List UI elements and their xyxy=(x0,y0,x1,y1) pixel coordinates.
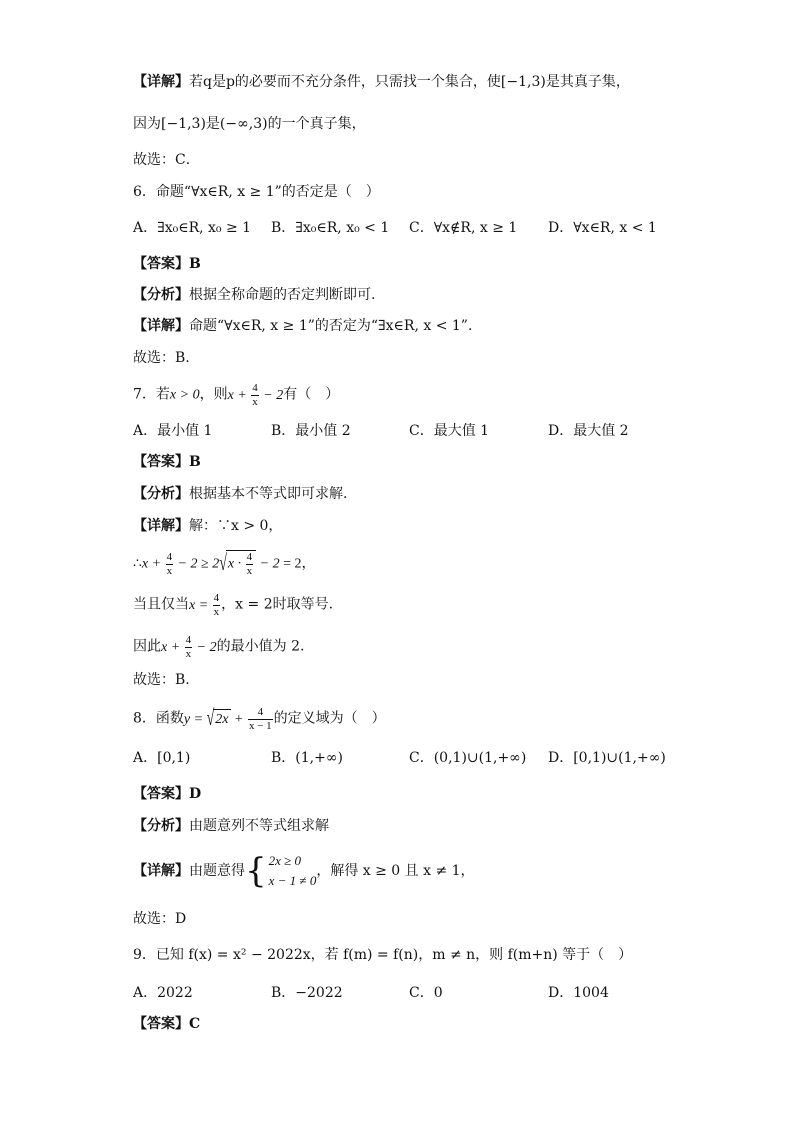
analysis-tag: 【分析】 xyxy=(133,486,189,502)
q8-stem-pre: 8．函数 xyxy=(133,710,184,727)
detail-line-1 xyxy=(133,72,630,92)
q8-analysis xyxy=(133,816,329,836)
detail-line-2: 因为[−1,3)是(−∞,3)的一个真子集， xyxy=(133,116,366,132)
q7-expression: x + $\frac{4}{x}$ − 2 xyxy=(227,382,284,408)
q6-answer: 【答案】B xyxy=(133,256,201,272)
q7-step2-post: = 2， xyxy=(283,556,316,572)
q7-step4-post: 的最小值为 2. xyxy=(216,638,305,655)
q9-answer: 【答案】C xyxy=(133,1016,201,1032)
q7-option-a: A．最小值 1 xyxy=(133,423,213,439)
detail-text: 命题“∀x∈R, x ≥ 1”的否定为“∃x∈R, x < 1”. xyxy=(189,318,473,334)
q6-analysis xyxy=(133,285,375,305)
detail-tag: 【详解】 xyxy=(133,318,189,334)
q7-step3-post: ，x = 2时取等号. xyxy=(221,596,334,613)
inequality-system xyxy=(269,851,317,891)
q9-option-a: A．2022 xyxy=(133,985,193,1001)
q7-option-b: B．最小值 2 xyxy=(271,423,351,439)
q9-option-b: B．−2022 xyxy=(271,985,343,1001)
q8-option-a: A．[0,1) xyxy=(133,750,191,766)
detail-tag: 【详解】 xyxy=(133,74,189,90)
q8-detail-post: ，解得 x ≥ 0 且 x ≠ 1， xyxy=(316,863,475,879)
choose-line: 故选：C． xyxy=(133,152,200,168)
q6-option-a: A．∃x₀∈R, x₀ ≥ 1 xyxy=(133,220,252,236)
q8-function: y = √2x + $\frac{4}{x - 1}$ xyxy=(183,706,272,732)
q8-stem-post: 的定义域为（ ） xyxy=(273,710,386,727)
q7-equality-condition: 当且仅当x = $\frac{4}{x}$ ，x = 2时取等号. xyxy=(133,592,334,618)
q6-option-c: C．∀x∉R, x ≥ 1 xyxy=(409,220,518,236)
q9-stem: 9．已知 f(x) = x² − 2022x，若 f(m) = f(n)，m ≠ n，则 f(m+n) 等于（ ） xyxy=(133,947,633,963)
q6-detail xyxy=(133,316,472,336)
q7-step4-pre: 因此 xyxy=(133,638,161,655)
q8-detail-pre: 由题意得 xyxy=(189,863,245,879)
q7-step-inequality: ∴x + $\frac{4}{x}$ − 2 ≥ 2√x · $\frac{4}{x}$ − 2 = 2， xyxy=(133,551,316,577)
q7-option-d: D．最大值 2 xyxy=(548,423,629,439)
q8-option-b: B．(1,+∞) xyxy=(271,750,343,766)
q7-stem-pre: 7．若 xyxy=(133,386,170,403)
q9-option-c: C．0 xyxy=(409,985,443,1001)
q6-option-b: B．∃x₀∈R, x₀ < 1 xyxy=(271,220,390,236)
q7-condition: x > 0 xyxy=(169,387,200,403)
q7-stem-post: 有（ ） xyxy=(283,386,340,403)
detail-tag: 【详解】 xyxy=(133,518,189,534)
q7-option-c: C．最大值 1 xyxy=(409,423,490,439)
q7-analysis xyxy=(133,484,347,504)
q7-answer: 【答案】B xyxy=(133,454,201,470)
q8-option-c: C．(0,1)∪(1,+∞) xyxy=(409,750,527,766)
analysis-tag: 【分析】 xyxy=(133,818,189,834)
q8-answer: 【答案】D xyxy=(133,786,202,802)
analysis-text: 由题意列不等式组求解 xyxy=(189,818,329,834)
q6-choose: 故选：B. xyxy=(133,350,190,366)
analysis-text: 根据全称命题的否定判断即可. xyxy=(189,287,376,303)
q7-stem xyxy=(133,382,339,409)
q7-conclusion: 因此x + $\frac{4}{x}$ − 2的最小值为 2. xyxy=(133,634,305,660)
system-brace: { xyxy=(245,851,267,891)
q7-step3-pre: 当且仅当 xyxy=(133,596,189,613)
detail-text: 解：∵x > 0， xyxy=(189,518,283,534)
q7-detail xyxy=(133,516,282,536)
system-row-1: 2x ≥ 0 xyxy=(268,853,302,868)
detail-tag: 【详解】 xyxy=(133,863,189,879)
q9-option-d: D．1004 xyxy=(548,985,609,1001)
detail-text: 若q是p的必要而不充分条件，只需找一个集合，使[−1,3)是其真子集， xyxy=(189,74,630,90)
q8-choose: 故选：D xyxy=(133,911,187,927)
analysis-text: 根据基本不等式即可求解. xyxy=(189,486,348,502)
system-row-2: x − 1 ≠ 0 xyxy=(268,873,317,888)
q7-stem-mid: ，则 xyxy=(199,386,228,403)
q8-detail xyxy=(133,848,475,894)
q6-option-d: D．∀x∈R, x < 1 xyxy=(548,220,657,236)
analysis-tag: 【分析】 xyxy=(133,287,189,303)
q7-choose: 故选：B. xyxy=(133,672,190,688)
q6-stem: 6．命题“∀x∈R, x ≥ 1”的否定是（ ） xyxy=(133,184,380,200)
q8-option-d: D．[0,1)∪(1,+∞) xyxy=(548,750,666,766)
q8-stem xyxy=(133,706,386,733)
